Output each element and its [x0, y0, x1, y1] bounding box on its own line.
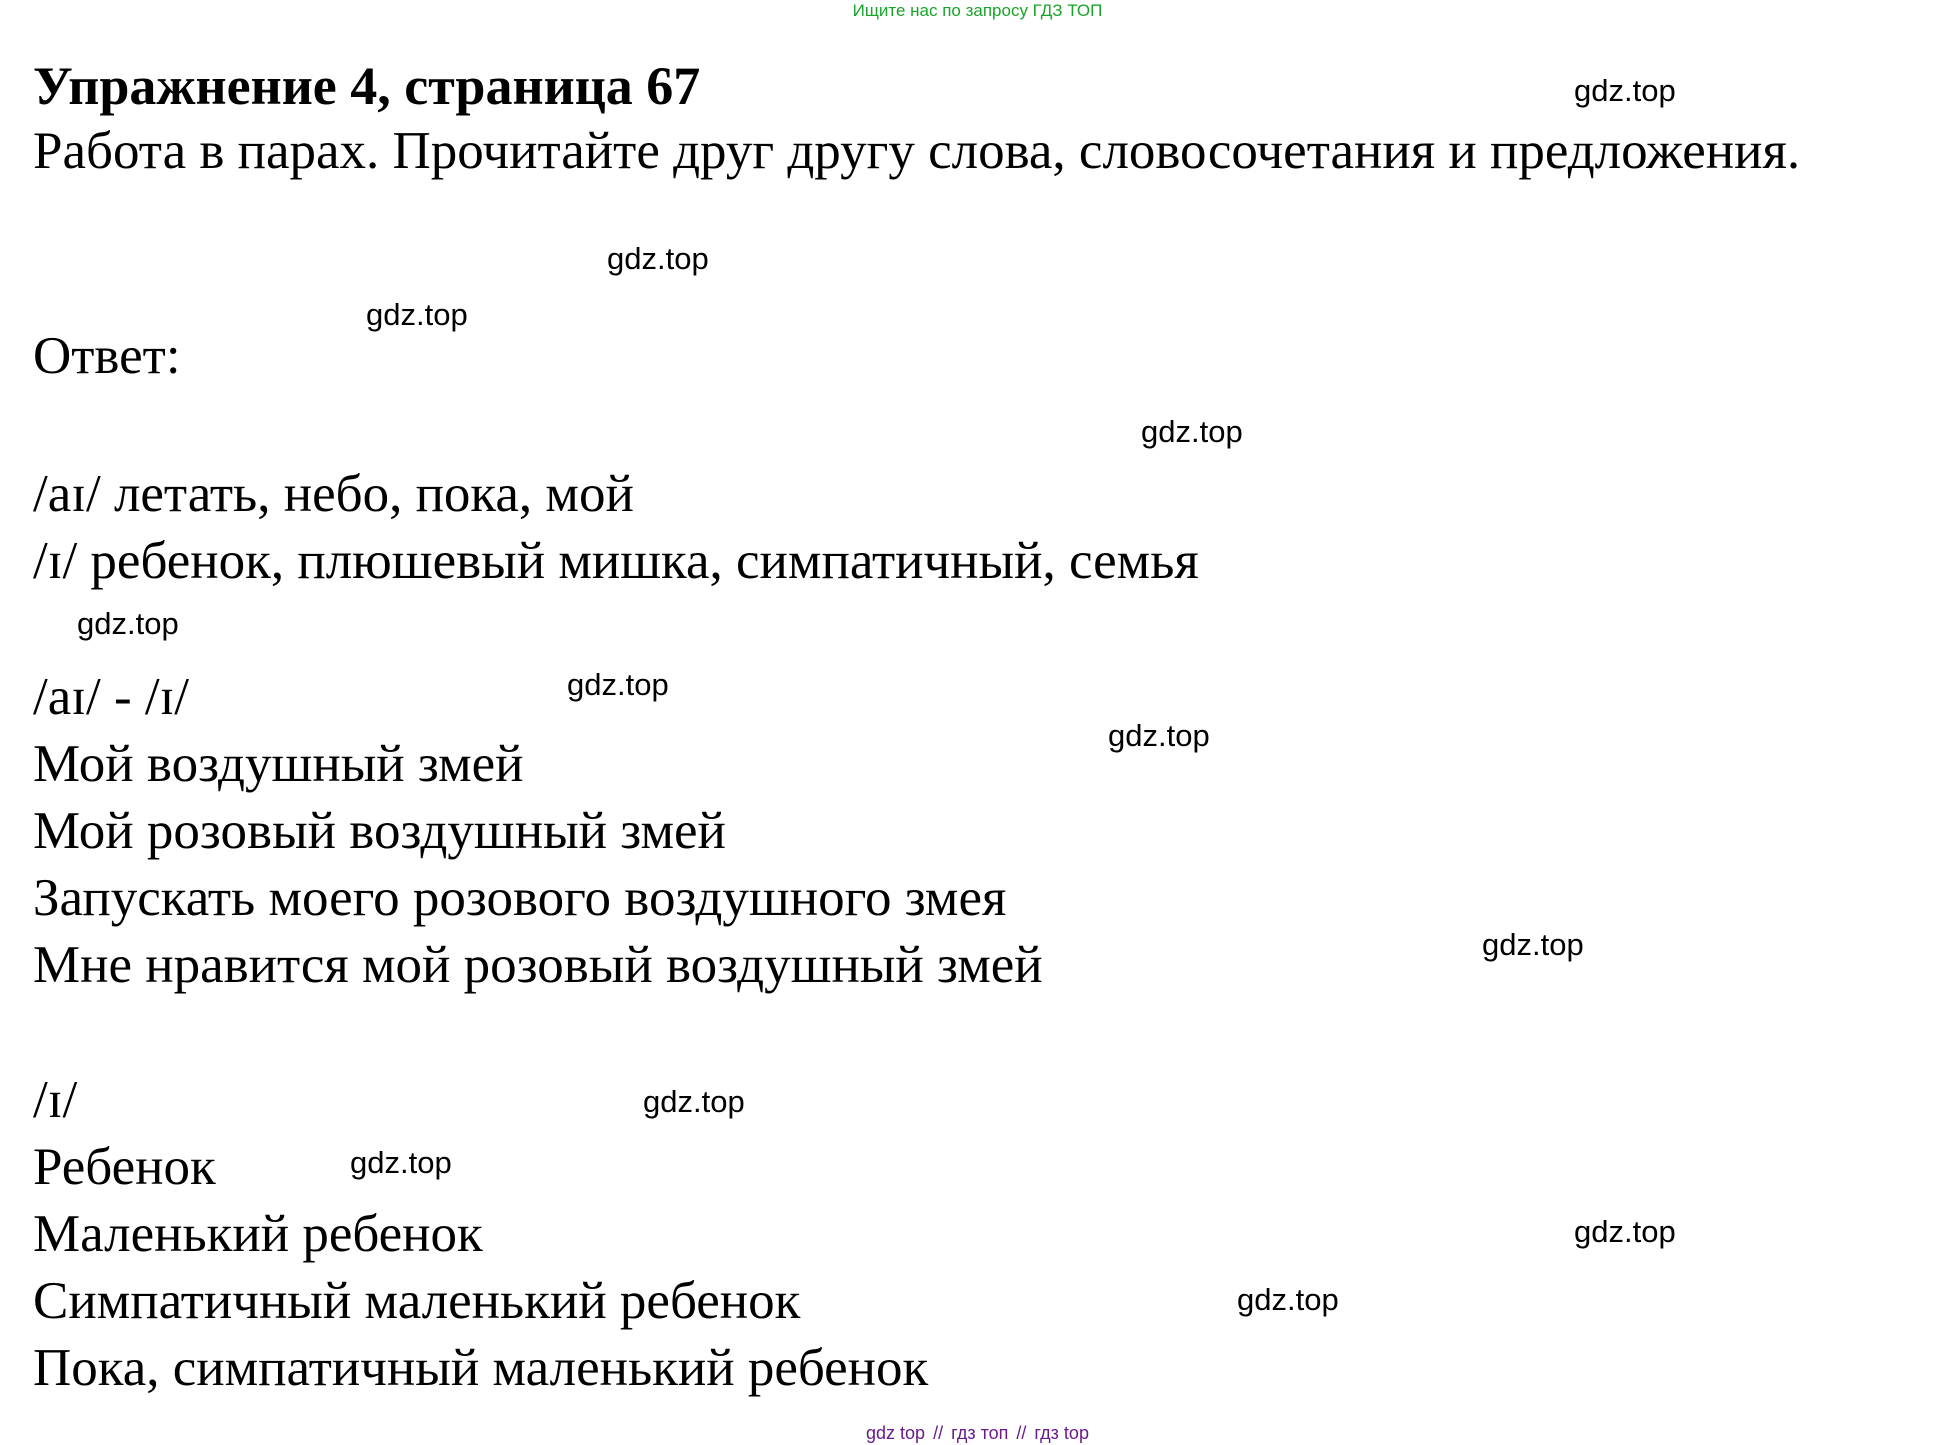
watermark: gdz.top	[1141, 414, 1243, 449]
answer-line: Маленький ребенок	[33, 1205, 483, 1263]
answer-line: Мой розовый воздушный змей	[33, 802, 726, 860]
watermark: gdz.top	[1482, 927, 1584, 962]
watermark: gdz.top	[643, 1084, 745, 1119]
exercise-title: Упражнение 4, страница 67	[33, 56, 701, 116]
watermark: gdz.top	[1108, 718, 1210, 753]
footer-link[interactable]: гдз top	[1034, 1423, 1089, 1443]
footer-link[interactable]: gdz top	[866, 1423, 926, 1443]
answer-line: Пока, симпатичный маленький ребенок	[33, 1339, 929, 1397]
answer-line: /aɪ/ - /ɪ/	[33, 668, 190, 726]
answer-line: /aɪ/ летать, небо, пока, мой	[33, 465, 634, 523]
footer-links	[0, 1423, 1955, 1444]
answer-line: Мне нравится мой розовый воздушный змей	[33, 936, 1043, 994]
watermark: gdz.top	[607, 241, 709, 276]
answer-line: Ребенок	[33, 1138, 216, 1196]
watermark: gdz.top	[567, 667, 669, 702]
footer-separator: //	[933, 1423, 944, 1443]
watermark: gdz.top	[1237, 1282, 1339, 1317]
footer-link[interactable]: гдз топ	[951, 1423, 1009, 1443]
answer-label: Ответ:	[33, 327, 181, 385]
watermark: gdz.top	[366, 297, 468, 332]
watermark: gdz.top	[77, 606, 179, 641]
answer-line: Симпатичный маленький ребенок	[33, 1272, 801, 1330]
answer-line: /ɪ/ ребенок, плюшевый мишка, симпатичный, семья	[33, 532, 1199, 590]
answer-line: /ɪ/	[33, 1071, 78, 1129]
top-banner: Ищите нас по запросу ГДЗ ТОП	[852, 1, 1103, 20]
footer-separator: //	[1016, 1423, 1027, 1443]
answer-line: Запускать моего розового воздушного змея	[33, 869, 1007, 927]
watermark: gdz.top	[350, 1145, 452, 1180]
exercise-task: Работа в парах. Прочитайте друг другу слова, словосочетания и предложения.	[33, 122, 1801, 180]
answer-line: Мой воздушный змей	[33, 735, 524, 793]
watermark: gdz.top	[1574, 73, 1676, 108]
watermark: gdz.top	[1574, 1214, 1676, 1249]
